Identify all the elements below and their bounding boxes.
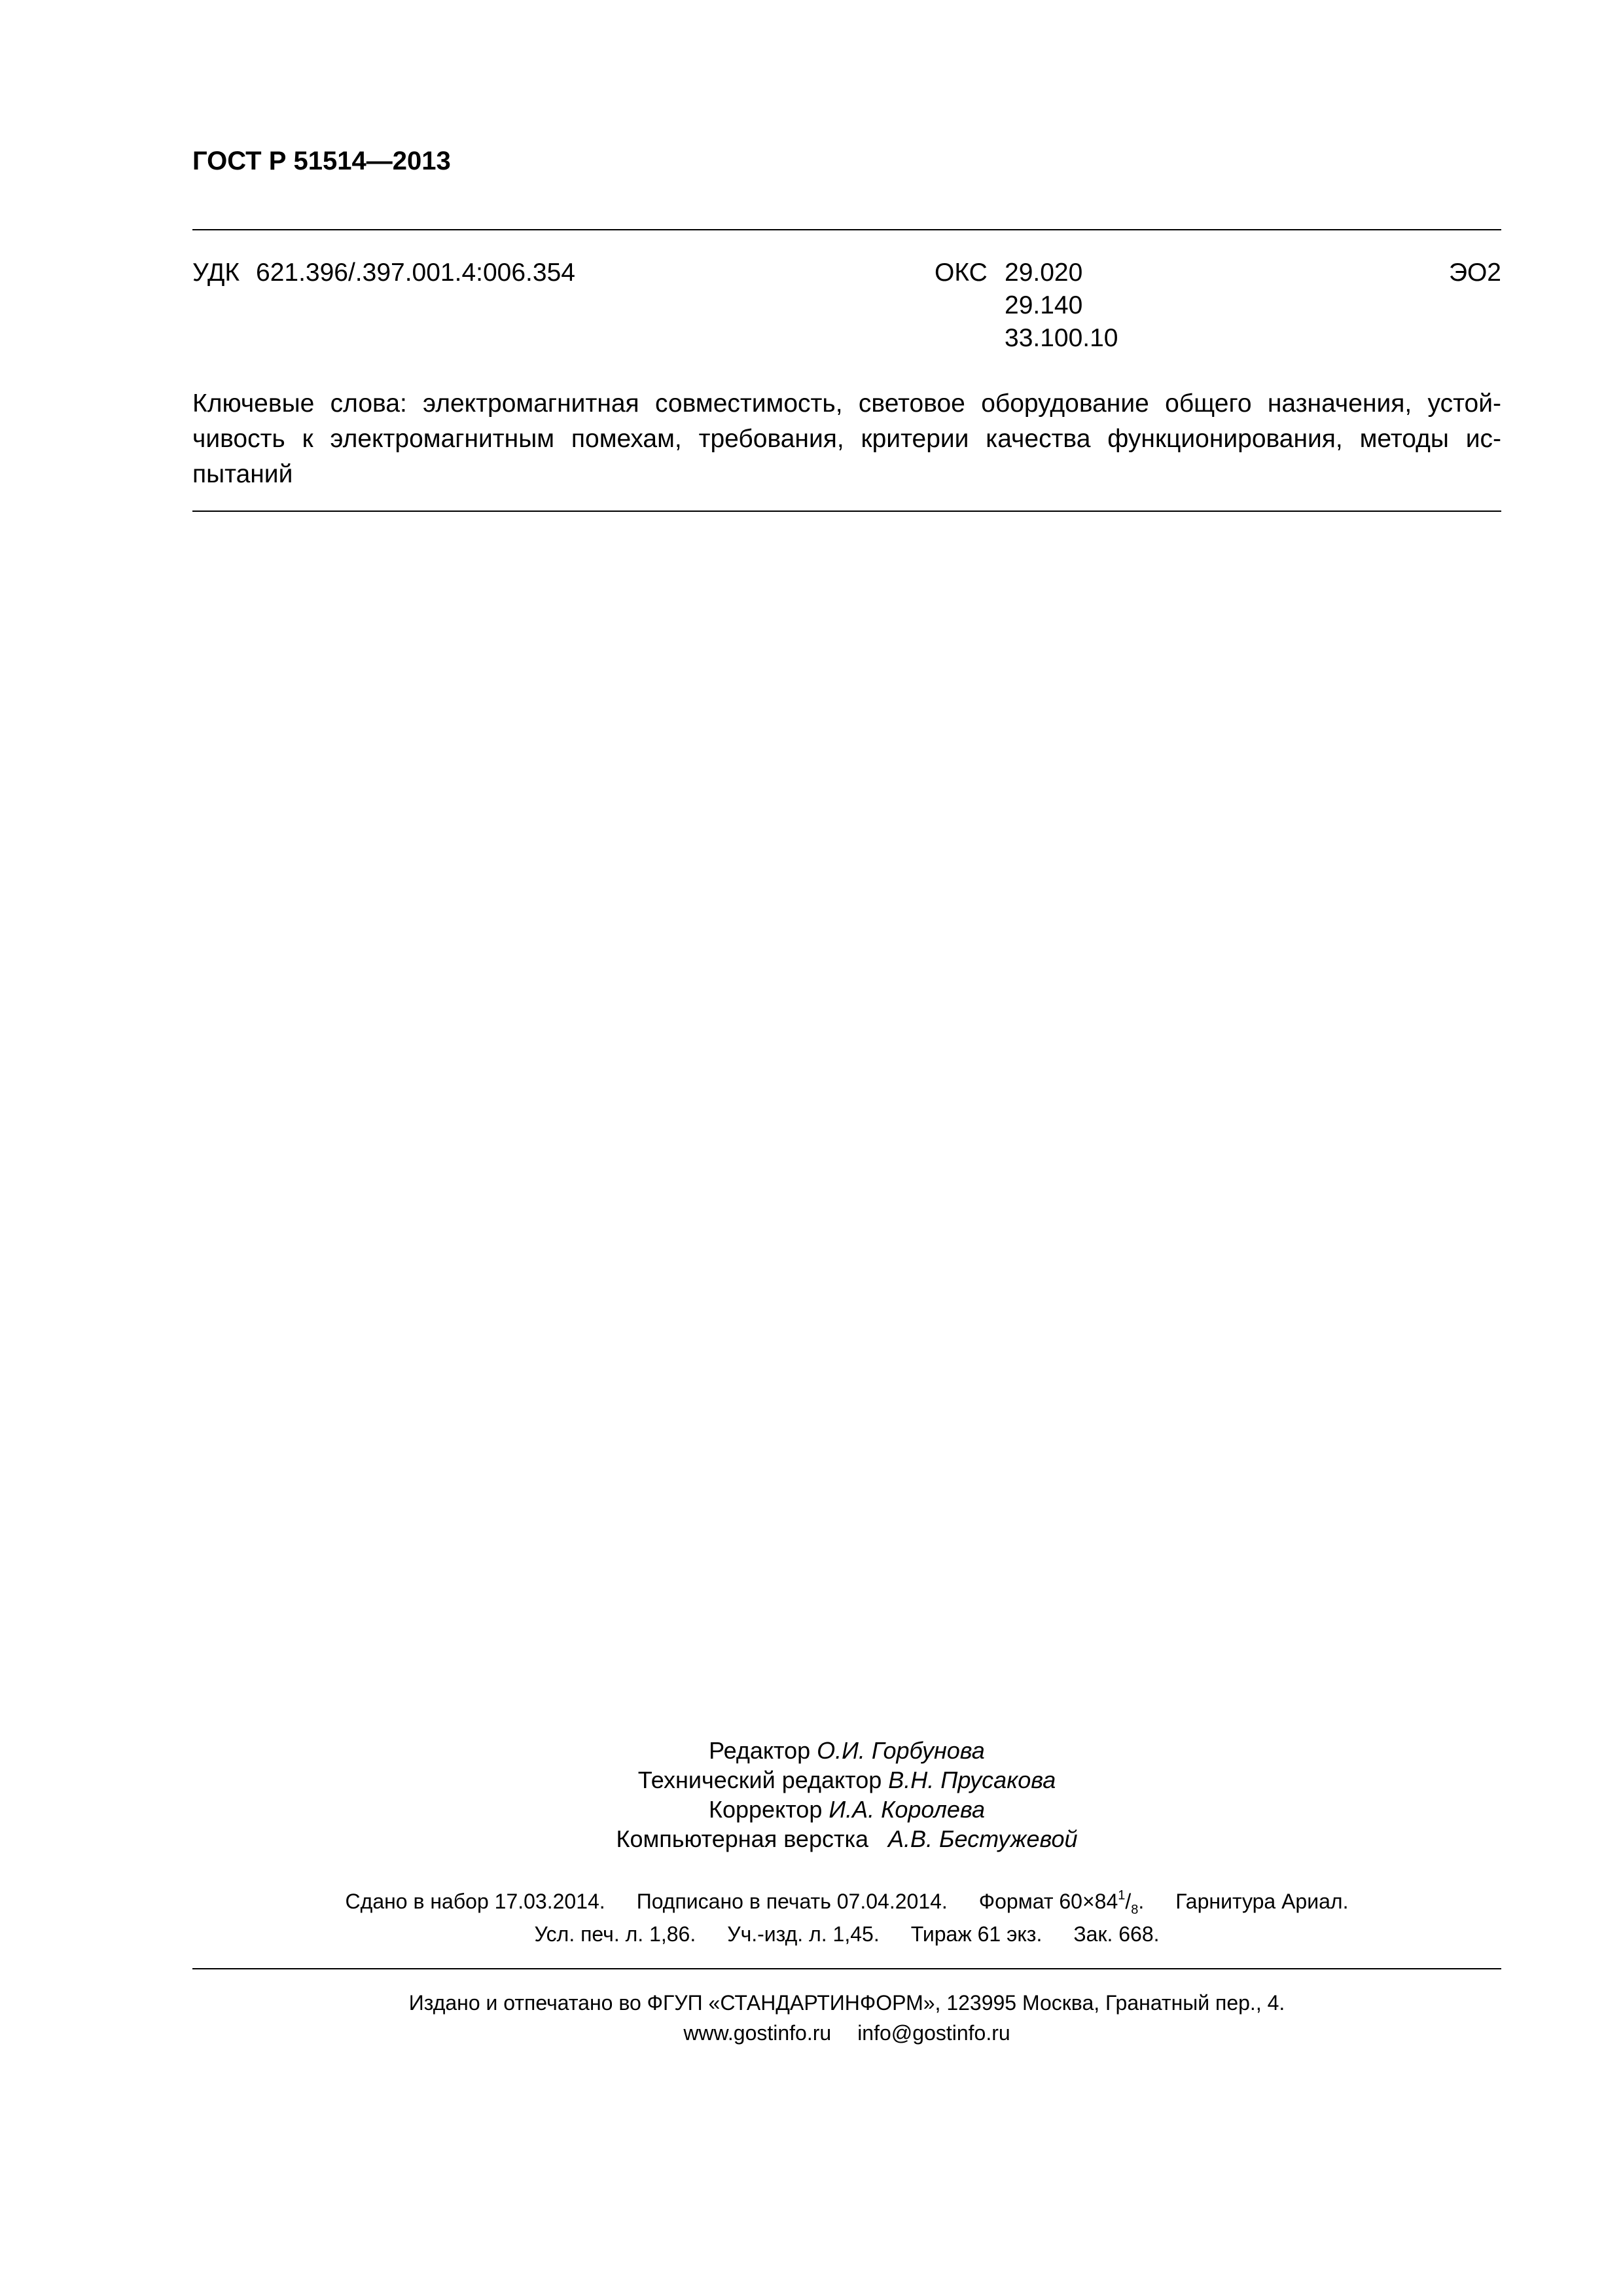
keywords-line-1: Ключевые слова: электромагнитная совместимость, световое оборудование общего назначения, устой- <box>192 389 1501 418</box>
udk-code <box>192 257 575 289</box>
group-code: ЭО2 <box>1448 259 1501 287</box>
typeface: Гарнитура Ариал. <box>1175 1890 1349 1913</box>
publisher-sheets: Уч.-изд. л. 1,45. <box>727 1922 880 1946</box>
credit-role: Корректор <box>709 1796 823 1823</box>
header-divider <box>192 229 1501 230</box>
credit-role: Редактор <box>709 1737 811 1764</box>
print-sheets: Усл. печ. л. 1,86. <box>534 1922 696 1946</box>
publisher-address: Издано и отпечатано во ФГУП «СТАНДАРТИНФОРМ», 123995 Москва, Гранатный пер., 4. <box>408 1991 1285 2015</box>
document-header-title: ГОСТ Р 51514—2013 <box>192 147 451 175</box>
oks-code-3: 33.100.10 <box>1005 324 1118 352</box>
publisher-contacts <box>192 2018 1501 2048</box>
credit-editor <box>192 1736 1501 1765</box>
credit-role: Технический редактор <box>637 1767 882 1793</box>
credit-layout <box>192 1824 1501 1854</box>
oks-code-2: 29.140 <box>1005 291 1083 319</box>
oks-label: ОКС <box>935 259 988 287</box>
credit-name: О.И. Горбунова <box>817 1737 985 1764</box>
signed-date: Подписано в печать 07.04.2014. <box>636 1890 948 1913</box>
credit-proofreader <box>192 1795 1501 1824</box>
circulation: Тираж 61 экз. <box>910 1922 1043 1946</box>
oks-code-1: 29.020 <box>1005 259 1083 287</box>
credit-technical-editor <box>192 1765 1501 1795</box>
keywords-line-2: чивость к электромагнитным помехам, требования, критерии качества функционирования, методы ис- <box>192 425 1501 453</box>
keywords-paragraph <box>192 386 1501 492</box>
order-number: Зак. 668. <box>1073 1922 1160 1946</box>
keywords-divider <box>192 511 1501 512</box>
paper-format: Формат $60\times 84^1/_8$. <box>978 1888 1145 1917</box>
submitted-date: Сдано в набор 17.03.2014. <box>345 1890 605 1913</box>
credit-role: Компьютерная верстка <box>616 1825 869 1852</box>
print-info-line-1 <box>192 1885 1501 1918</box>
credit-name: В.Н. Прусакова <box>888 1767 1056 1793</box>
credit-name: А.В. Бестужевой <box>888 1825 1078 1852</box>
print-info-line-2 <box>192 1918 1501 1950</box>
publisher-website: www.gostinfo.ru <box>683 2021 832 2045</box>
publisher-email: info@gostinfo.ru <box>857 2021 1010 2045</box>
footer-divider <box>192 1968 1501 1969</box>
udk-value: 621.396/.397.001.4:006.354 <box>256 259 575 287</box>
keywords-line-3: пытаний <box>192 460 293 488</box>
editorial-credits <box>192 1736 1501 1854</box>
udk-label: УДК <box>192 259 240 287</box>
credit-name: И.А. Королева <box>829 1796 985 1823</box>
